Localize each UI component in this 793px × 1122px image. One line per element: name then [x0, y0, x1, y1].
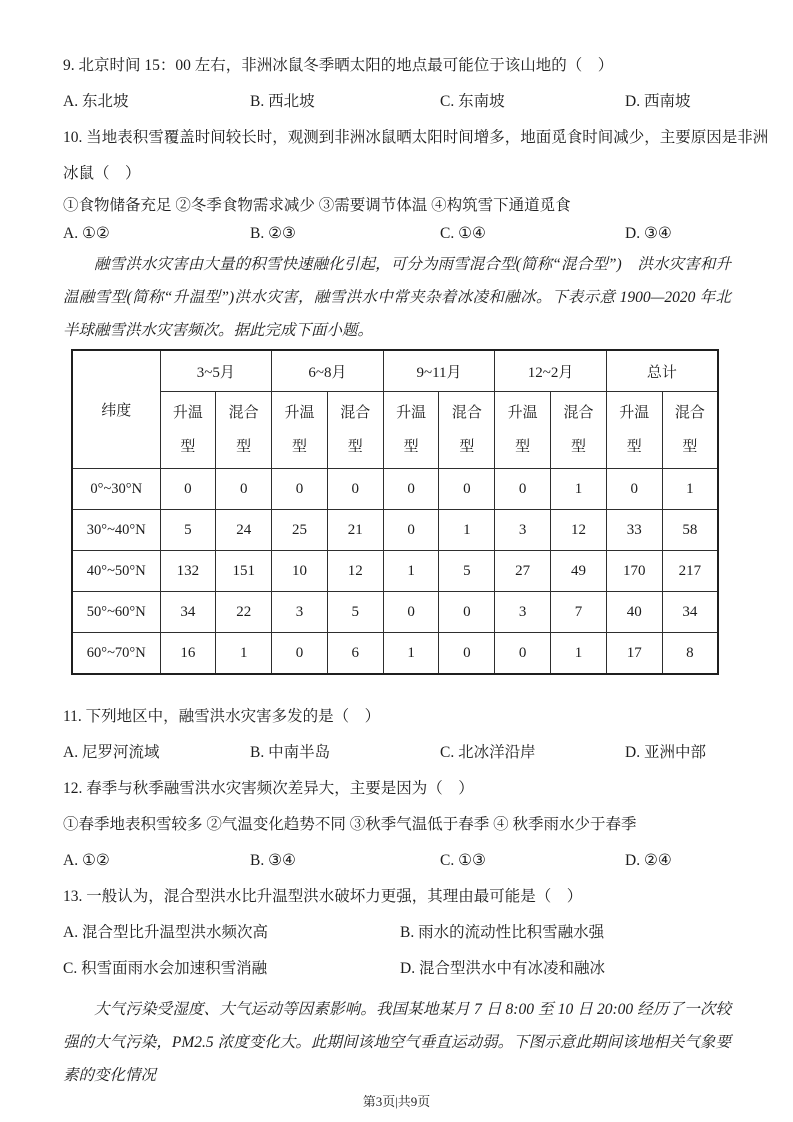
table-group-jun-aug: 6~8月: [272, 350, 384, 392]
frequency-value-cell: 24: [216, 510, 272, 551]
subheader-warming: 升温型: [606, 392, 662, 469]
question-10-option-c: C. ①④: [440, 225, 486, 242]
subheader-mixed: 混合型: [662, 392, 718, 469]
table-group-dec-feb: 12~2月: [495, 350, 607, 392]
question-9-option-b: B. 西北坡: [250, 93, 315, 110]
question-13-options-cd: [63, 951, 731, 987]
subheader-mixed: 混合型: [216, 392, 272, 469]
frequency-value-cell: 40: [606, 592, 662, 633]
frequency-value-cell: 0: [495, 633, 551, 675]
question-10-stem-line2: 冰鼠（ ）: [63, 165, 141, 182]
frequency-value-cell: 16: [160, 633, 216, 675]
question-9-option-c: C. 东南坡: [440, 93, 505, 110]
latitude-cell: 0°~30°N: [72, 469, 160, 510]
frequency-value-cell: 22: [216, 592, 272, 633]
question-13-option-c: C. 积雪面雨水会加速积雪消融: [63, 960, 268, 977]
frequency-value-cell: 0: [383, 469, 439, 510]
frequency-value-cell: 10: [272, 551, 328, 592]
frequency-value-cell: 8: [662, 633, 718, 675]
frequency-value-cell: 1: [551, 633, 607, 675]
frequency-value-cell: 21: [327, 510, 383, 551]
frequency-value-cell: 25: [272, 510, 328, 551]
question-9-options: [63, 84, 731, 120]
frequency-value-cell: 0: [272, 633, 328, 675]
question-12-items: ①春季地表积雪较多 ②气温变化趋势不同 ③秋季气温低于春季 ④ 秋季雨水少于春季: [63, 816, 637, 833]
subheader-warming: 升温型: [383, 392, 439, 469]
frequency-value-cell: 0: [383, 592, 439, 633]
question-13-option-b: B. 雨水的流动性比积雪融水强: [400, 924, 605, 941]
question-12-options: [63, 843, 731, 879]
table-body: [72, 469, 718, 675]
frequency-value-cell: 132: [160, 551, 216, 592]
question-9-option-a: A. 东北坡: [63, 93, 129, 110]
frequency-value-cell: 5: [327, 592, 383, 633]
frequency-value-cell: 58: [662, 510, 718, 551]
frequency-value-cell: 12: [551, 510, 607, 551]
table-row: [72, 551, 718, 592]
latitude-cell: 60°~70°N: [72, 633, 160, 675]
subheader-mixed: 混合型: [439, 392, 495, 469]
latitude-cell: 30°~40°N: [72, 510, 160, 551]
question-12-stem: 12. 春季与秋季融雪洪水灾害频次差异大，主要是因为（ ）: [63, 780, 474, 797]
question-13-option-d: D. 混合型洪水中有冰凌和融冰: [400, 960, 605, 977]
frequency-value-cell: 0: [216, 469, 272, 510]
frequency-value-cell: 0: [383, 510, 439, 551]
table-group-sep-nov: 9~11月: [383, 350, 495, 392]
subheader-warming: 升温型: [160, 392, 216, 469]
frequency-value-cell: 34: [160, 592, 216, 633]
frequency-value-cell: 217: [662, 551, 718, 592]
question-10-option-d: D. ③④: [625, 225, 672, 242]
frequency-value-cell: 1: [551, 469, 607, 510]
question-10-option-b: B. ②③: [250, 225, 296, 242]
question-11-stem: 11. 下列地区中，融雪洪水灾害多发的是（ ）: [63, 708, 381, 725]
frequency-value-cell: 49: [551, 551, 607, 592]
frequency-value-cell: 27: [495, 551, 551, 592]
question-10-option-a: A. ①②: [63, 225, 110, 242]
frequency-value-cell: 1: [383, 551, 439, 592]
frequency-value-cell: 1: [216, 633, 272, 675]
question-13-option-a: A. 混合型比升温型洪水频次高: [63, 924, 268, 941]
frequency-value-cell: 1: [439, 510, 495, 551]
frequency-value-cell: 0: [160, 469, 216, 510]
frequency-value-cell: 151: [216, 551, 272, 592]
frequency-value-cell: 5: [160, 510, 216, 551]
frequency-value-cell: 33: [606, 510, 662, 551]
frequency-value-cell: 7: [551, 592, 607, 633]
table-corner-header: 纬度: [72, 350, 160, 469]
subheader-warming: 升温型: [495, 392, 551, 469]
question-13-options-ab: [63, 915, 731, 951]
frequency-value-cell: 0: [439, 633, 495, 675]
frequency-value-cell: 5: [439, 551, 495, 592]
frequency-value-cell: 12: [327, 551, 383, 592]
frequency-value-cell: 3: [272, 592, 328, 633]
question-11-option-a: A. 尼罗河流域: [63, 744, 160, 761]
frequency-value-cell: 0: [495, 469, 551, 510]
frequency-value-cell: 170: [606, 551, 662, 592]
question-10-stem-line1: 10. 当地表积雪覆盖时间较长时，观测到非洲冰鼠晒太阳时间增多，地面觅食时间减少，主要原因是非洲: [63, 129, 769, 146]
question-10-items: ①食物储备充足 ②冬季食物需求减少 ③需要调节体温 ④构筑雪下通道觅食: [63, 197, 571, 214]
question-11-options: [63, 735, 731, 771]
frequency-value-cell: 3: [495, 510, 551, 551]
frequency-value-cell: 0: [606, 469, 662, 510]
question-12-option-a: A. ①②: [63, 852, 110, 869]
question-11-option-c: C. 北冰洋沿岸: [440, 744, 536, 761]
question-9-stem: 9. 北京时间 15：00 左右，非洲冰鼠冬季晒太阳的地点最可能位于该山地的（ ）: [63, 57, 614, 74]
subheader-mixed: 混合型: [327, 392, 383, 469]
question-11-option-d: D. 亚洲中部: [625, 744, 706, 761]
snowmelt-flood-table: [71, 349, 719, 675]
question-12-option-d: D. ②④: [625, 852, 672, 869]
latitude-cell: 40°~50°N: [72, 551, 160, 592]
table-row: [72, 592, 718, 633]
frequency-value-cell: 1: [383, 633, 439, 675]
frequency-value-cell: 0: [439, 592, 495, 633]
frequency-value-cell: 17: [606, 633, 662, 675]
frequency-value-cell: 1: [662, 469, 718, 510]
frequency-value-cell: 0: [272, 469, 328, 510]
question-12-option-c: C. ①③: [440, 852, 486, 869]
table-row: [72, 510, 718, 551]
question-13-stem: 13. 一般认为，混合型洪水比升温型洪水破坏力更强，其理由最可能是（ ）: [63, 888, 583, 905]
table-group-header-row: [72, 350, 718, 392]
table-subheader-row: [72, 392, 718, 469]
table-row: [72, 633, 718, 675]
subheader-mixed: 混合型: [551, 392, 607, 469]
latitude-cell: 50°~60°N: [72, 592, 160, 633]
frequency-value-cell: 0: [439, 469, 495, 510]
frequency-value-cell: 34: [662, 592, 718, 633]
material-paragraph-air-pollution: 大气污染受湿度、大气运动等因素影响。我国某地某月 7 日 8:00 至 10 日 20:00 经历了一次较强的大气污染，PM2.5 浓度变化大。此期间该地空气垂直运动弱。下图示意此期间该地相关气象要素的变化情况: [63, 1001, 731, 1084]
subheader-warming: 升温型: [272, 392, 328, 469]
frequency-value-cell: 3: [495, 592, 551, 633]
frequency-value-cell: 6: [327, 633, 383, 675]
material-paragraph-snowmelt: 融雪洪水灾害由大量的积雪快速融化引起，可分为雨雪混合型(简称“混合型”) 洪水灾害和升温融雪型(简称“升温型”)洪水灾害，融雪洪水中常夹杂着冰凌和融冰。下表示意 1900—2020 年北半球融雪洪水灾害频次。据此完成下面小题。: [63, 256, 731, 339]
question-12-option-b: B. ③④: [250, 852, 296, 869]
question-11-option-b: B. 中南半岛: [250, 744, 331, 761]
page-number-footer: 第3页|共9页: [362, 1094, 431, 1109]
frequency-value-cell: 0: [327, 469, 383, 510]
question-9-option-d: D. 西南坡: [625, 93, 691, 110]
table-group-total: 总计: [606, 350, 718, 392]
question-10-options: [63, 220, 731, 248]
table-group-mar-may: 3~5月: [160, 350, 272, 392]
table-row: [72, 469, 718, 510]
